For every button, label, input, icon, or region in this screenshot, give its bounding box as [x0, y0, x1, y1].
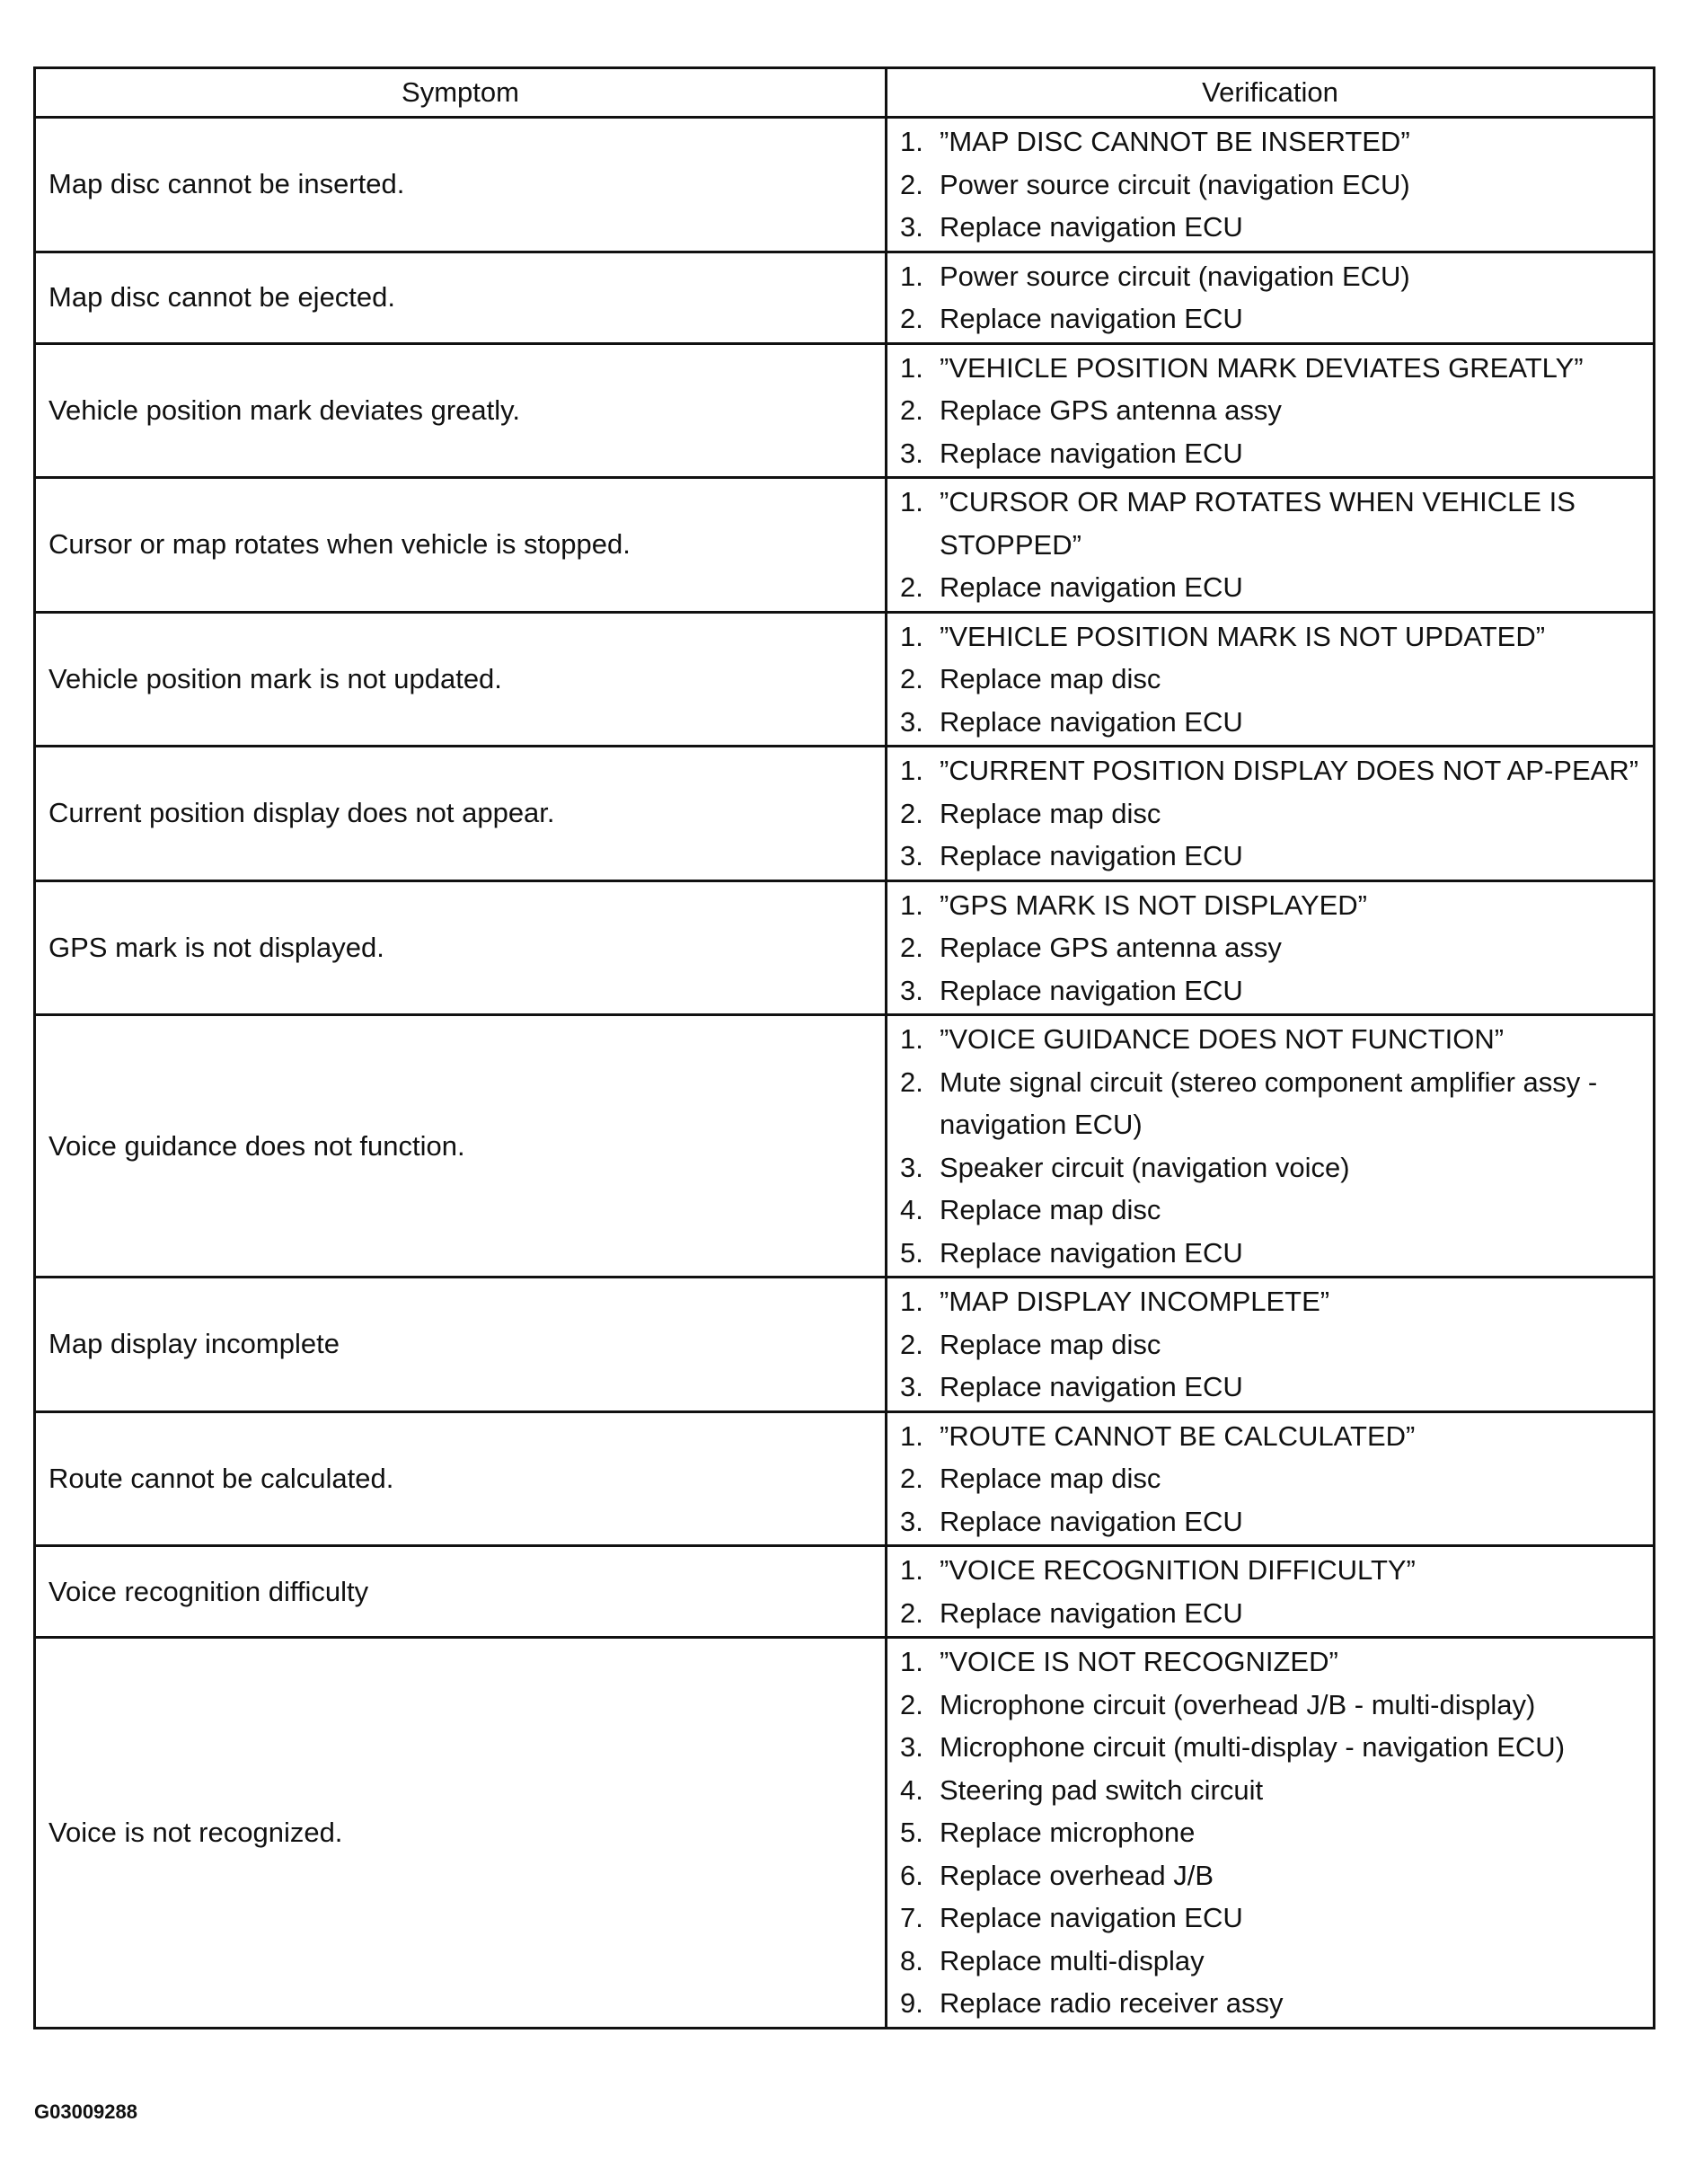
step-text: Replace navigation ECU — [940, 303, 1243, 334]
step-text: Replace navigation ECU — [940, 840, 1243, 871]
table-row — [35, 880, 1655, 1015]
step-text: ”VEHICLE POSITION MARK IS NOT UPDATED” — [940, 620, 1546, 652]
symptom-cell: Voice is not recognized. — [35, 1638, 887, 2029]
step-text: Replace map disc — [940, 663, 1161, 694]
verification-cell — [887, 1638, 1655, 2029]
verification-step — [900, 1232, 1644, 1275]
verification-step — [900, 884, 1644, 927]
table-row — [35, 252, 1655, 343]
step-number: 2. — [900, 797, 923, 829]
step-number: 1. — [900, 620, 923, 652]
step-number: 2. — [900, 303, 923, 334]
step-text: Speaker circuit (navigation voice) — [940, 1151, 1350, 1183]
verification-steps — [900, 120, 1644, 249]
step-text: ”CURSOR OR MAP ROTATES WHEN VEHICLE IS STOPPED” — [940, 486, 1576, 561]
verification-step — [900, 701, 1644, 744]
step-number: 5. — [900, 1236, 923, 1269]
table-row — [35, 1546, 1655, 1638]
verification-step — [900, 1726, 1644, 1769]
verification-step — [900, 120, 1644, 164]
verification-step — [900, 1640, 1644, 1684]
table-row — [35, 1638, 1655, 2029]
verification-step — [900, 347, 1644, 390]
step-number: 3. — [900, 211, 923, 243]
verification-step — [900, 969, 1644, 1012]
verification-step — [900, 1500, 1644, 1543]
verification-cell — [887, 1278, 1655, 1412]
step-number: 3. — [900, 1151, 923, 1183]
verification-steps — [900, 1415, 1644, 1543]
verification-steps — [900, 1018, 1644, 1274]
verification-step — [900, 297, 1644, 340]
step-number: 2. — [900, 1688, 923, 1720]
step-number: 1. — [900, 1646, 923, 1677]
step-number: 2. — [900, 571, 923, 603]
step-number: 1. — [900, 755, 923, 786]
step-text: Replace navigation ECU — [940, 571, 1243, 603]
verification-steps — [900, 255, 1644, 340]
step-text: Replace microphone — [940, 1817, 1196, 1848]
verification-step — [900, 1415, 1644, 1458]
verification-cell — [887, 343, 1655, 478]
step-number: 3. — [900, 1505, 923, 1537]
verification-cell — [887, 1411, 1655, 1546]
verification-cell — [887, 612, 1655, 747]
verification-step — [900, 1549, 1644, 1592]
verification-steps — [900, 481, 1644, 609]
verification-step — [900, 1189, 1644, 1232]
verification-step — [900, 206, 1644, 249]
step-text: ”VOICE GUIDANCE DOES NOT FUNCTION” — [940, 1023, 1505, 1055]
verification-step — [900, 1592, 1644, 1635]
table-header-row — [35, 68, 1655, 118]
step-text: Replace navigation ECU — [940, 437, 1243, 469]
verification-step — [900, 1684, 1644, 1727]
verification-cell — [887, 880, 1655, 1015]
step-number: 2. — [900, 932, 923, 963]
step-text: Replace multi-display — [940, 1944, 1205, 1976]
verification-column-header: Verification — [887, 68, 1655, 118]
step-number: 2. — [900, 1596, 923, 1629]
verification-step — [900, 835, 1644, 878]
verification-step — [900, 1811, 1644, 1854]
step-number: 1. — [900, 1023, 923, 1055]
step-text: ”VEHICLE POSITION MARK DEVIATES GREATLY” — [940, 351, 1584, 384]
verification-step — [900, 792, 1644, 836]
step-text: Mute signal circuit (stereo component amplifier assy - navigation ECU) — [940, 1065, 1598, 1140]
step-text: ”CURRENT POSITION DISPLAY DOES NOT AP-PEAR” — [940, 755, 1639, 786]
symptom-cell: Map display incomplete — [35, 1278, 887, 1412]
symptom-cell: Route cannot be calculated. — [35, 1411, 887, 1546]
step-text: Replace navigation ECU — [940, 1902, 1243, 1933]
step-text: Replace navigation ECU — [940, 1371, 1243, 1402]
verification-step — [900, 481, 1644, 566]
step-number: 3. — [900, 1371, 923, 1402]
step-number: 1. — [900, 260, 923, 292]
verification-step — [900, 615, 1644, 659]
step-number: 2. — [900, 663, 923, 694]
verification-steps — [900, 615, 1644, 744]
step-number: 1. — [900, 126, 923, 157]
figure-code: G03009288 — [34, 2100, 137, 2123]
verification-cell — [887, 478, 1655, 613]
step-text: Replace map disc — [940, 1194, 1161, 1225]
verification-step — [900, 389, 1644, 432]
step-number: 4. — [900, 1194, 923, 1225]
table-row — [35, 612, 1655, 747]
verification-step — [900, 1854, 1644, 1897]
verification-cell — [887, 252, 1655, 343]
step-number: 9. — [900, 1987, 923, 2019]
table-row — [35, 747, 1655, 881]
table-row — [35, 1278, 1655, 1412]
verification-step — [900, 1940, 1644, 1983]
step-number: 2. — [900, 168, 923, 200]
verification-step — [900, 164, 1644, 207]
step-text: Replace map disc — [940, 1463, 1161, 1494]
verification-step — [900, 255, 1644, 298]
step-text: Replace navigation ECU — [940, 211, 1243, 243]
step-text: Power source circuit (navigation ECU) — [940, 260, 1410, 292]
verification-cell — [887, 747, 1655, 881]
verification-step — [900, 1280, 1644, 1323]
verification-cell — [887, 118, 1655, 252]
step-number: 1. — [900, 351, 923, 384]
symptom-cell: Current position display does not appear. — [35, 747, 887, 881]
step-text: Replace navigation ECU — [940, 1596, 1243, 1629]
symptom-cell: Vehicle position mark deviates greatly. — [35, 343, 887, 478]
step-text: Replace navigation ECU — [940, 1236, 1243, 1269]
verification-step — [900, 1061, 1644, 1146]
step-text: Replace radio receiver assy — [940, 1987, 1284, 2019]
step-number: 6. — [900, 1859, 923, 1891]
step-text: Replace navigation ECU — [940, 974, 1243, 1006]
verification-steps — [900, 884, 1644, 1012]
diagnostic-table — [33, 66, 1655, 2029]
verification-step — [900, 1018, 1644, 1061]
verification-step — [900, 926, 1644, 969]
verification-step — [900, 1457, 1644, 1500]
symptom-cell: Map disc cannot be inserted. — [35, 118, 887, 252]
step-number: 8. — [900, 1944, 923, 1976]
step-number: 3. — [900, 974, 923, 1006]
verification-step — [900, 1323, 1644, 1366]
step-text: Power source circuit (navigation ECU) — [940, 168, 1410, 200]
verification-step — [900, 658, 1644, 701]
symptom-cell: Vehicle position mark is not updated. — [35, 612, 887, 747]
step-number: 2. — [900, 1463, 923, 1494]
step-number: 3. — [900, 840, 923, 871]
step-text: Replace GPS antenna assy — [940, 394, 1282, 426]
table-row — [35, 1015, 1655, 1278]
step-number: 7. — [900, 1902, 923, 1933]
verification-step — [900, 566, 1644, 609]
step-text: ”ROUTE CANNOT BE CALCULATED” — [940, 1419, 1416, 1452]
verification-steps — [900, 749, 1644, 878]
step-text: Replace GPS antenna assy — [940, 932, 1282, 963]
verification-step — [900, 1982, 1644, 2025]
verification-step — [900, 749, 1644, 792]
verification-step — [900, 1769, 1644, 1812]
step-text: Replace map disc — [940, 1328, 1161, 1360]
step-text: Replace navigation ECU — [940, 705, 1243, 738]
verification-step — [900, 432, 1644, 475]
step-number: 1. — [900, 1554, 923, 1586]
symptom-column-header: Symptom — [35, 68, 887, 118]
step-text: ”VOICE RECOGNITION DIFFICULTY” — [940, 1554, 1416, 1586]
table-row — [35, 343, 1655, 478]
step-number: 1. — [900, 1286, 923, 1317]
symptom-cell: Voice guidance does not function. — [35, 1015, 887, 1278]
verification-steps — [900, 1549, 1644, 1634]
step-text: Replace navigation ECU — [940, 1505, 1243, 1537]
symptom-cell: GPS mark is not displayed. — [35, 880, 887, 1015]
step-number: 2. — [900, 394, 923, 426]
step-number: 2. — [900, 1328, 923, 1360]
step-number: 4. — [900, 1773, 923, 1806]
step-text: ”MAP DISC CANNOT BE INSERTED” — [940, 126, 1410, 157]
symptom-cell: Voice recognition difficulty — [35, 1546, 887, 1638]
step-number: 3. — [900, 705, 923, 738]
verification-cell — [887, 1015, 1655, 1278]
verification-step — [900, 1146, 1644, 1189]
step-number: 3. — [900, 437, 923, 469]
step-text: Microphone circuit (overhead J/B - multi-display) — [940, 1688, 1536, 1720]
step-text: Replace map disc — [940, 797, 1161, 829]
step-number: 3. — [900, 1731, 923, 1763]
step-number: 5. — [900, 1817, 923, 1848]
verification-steps — [900, 1280, 1644, 1409]
step-number: 1. — [900, 889, 923, 921]
step-number: 1. — [900, 1419, 923, 1452]
verification-cell — [887, 1546, 1655, 1638]
verification-step — [900, 1897, 1644, 1940]
symptom-cell: Map disc cannot be ejected. — [35, 252, 887, 343]
step-text: Steering pad switch circuit — [940, 1773, 1264, 1806]
table-row — [35, 478, 1655, 613]
table-body — [35, 118, 1655, 2029]
table-row — [35, 1411, 1655, 1546]
verification-steps — [900, 347, 1644, 475]
step-text: ”VOICE IS NOT RECOGNIZED” — [940, 1646, 1338, 1677]
table-row — [35, 118, 1655, 252]
step-number: 2. — [900, 1065, 923, 1098]
verification-steps — [900, 1640, 1644, 2025]
step-text: ”GPS MARK IS NOT DISPLAYED” — [940, 889, 1368, 921]
step-number: 1. — [900, 486, 923, 517]
verification-step — [900, 1366, 1644, 1409]
step-text: Replace overhead J/B — [940, 1859, 1214, 1891]
step-text: Microphone circuit (multi-display - navigation ECU) — [940, 1731, 1566, 1763]
step-text: ”MAP DISPLAY INCOMPLETE” — [940, 1286, 1330, 1317]
symptom-cell: Cursor or map rotates when vehicle is stopped. — [35, 478, 887, 613]
